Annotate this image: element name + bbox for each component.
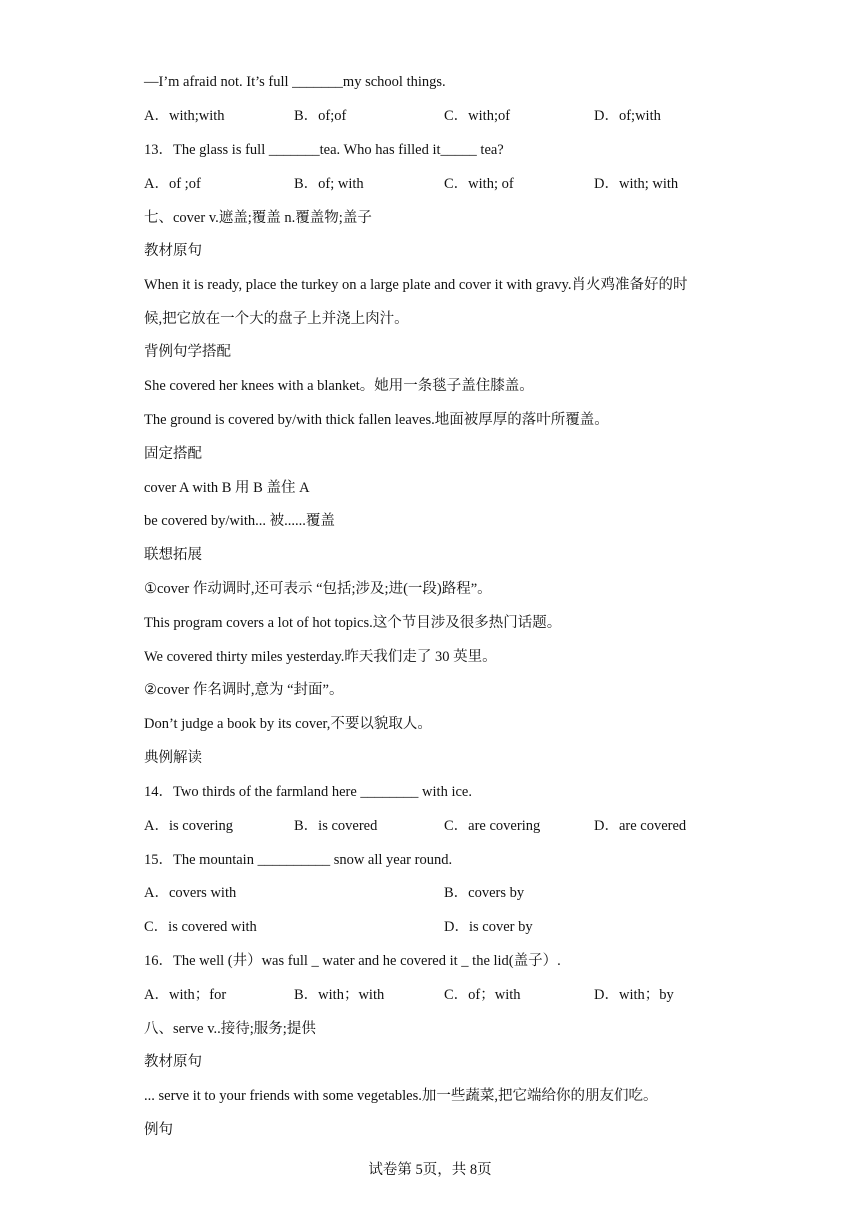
q13-option-a: A．of ;of	[144, 176, 201, 192]
q12-option-d: D．of;with	[594, 108, 661, 124]
subheading-textbook-sentence: 教材原句	[144, 1054, 202, 1070]
extension-note: ①cover 作动调时,还可表示 “包括;涉及;进(一段)路程”。	[144, 581, 492, 597]
example-sentence: Don’t judge a book by its cover,不要以貌取人。	[144, 716, 432, 732]
q16-option-a: A．with；for	[144, 987, 227, 1003]
q15-option-a: A．covers with	[144, 885, 237, 901]
page-footer: 试卷第 5页，共 8页	[368, 1162, 492, 1178]
q12-option-a: A．with;with	[144, 108, 225, 124]
subheading-textbook-sentence: 教材原句	[144, 243, 202, 259]
q16-option-c: C．of；with	[444, 987, 521, 1003]
textbook-sentence-line-2: 候,把它放在一个大的盘子上并浇上肉汁。	[144, 311, 409, 327]
q16-option-b: B．with；with	[294, 987, 385, 1003]
example-sentence: We covered thirty miles yesterday.昨天我们走了 30 英里。	[144, 649, 497, 665]
section-heading-serve: 八、serve v..接待;服务;提供	[144, 1021, 316, 1037]
textbook-sentence-line-1: When it is ready, place the turkey on a large plate and cover it with gravy.肖火鸡准备好的时	[144, 277, 688, 293]
example-sentence: The ground is covered by/with thick fallen leaves.地面被厚厚的落叶所覆盖。	[144, 412, 609, 428]
dialogue-line: —I’m afraid not. It’s full _______my school things.	[144, 74, 446, 90]
q16-option-d: D．with；by	[594, 987, 674, 1003]
example-sentence: This program covers a lot of hot topics.这个节目涉及很多热门话题。	[144, 615, 562, 631]
q15-option-b: B．covers by	[444, 885, 525, 901]
q14-option-a: A．is covering	[144, 818, 233, 834]
q14-option-c: C．are covering	[444, 818, 541, 834]
question-13-stem: 13．The glass is full _______tea. Who has filled it_____ tea?	[144, 142, 504, 158]
q15-option-c: C．is covered with	[144, 919, 257, 935]
q12-option-c: C．with;of	[444, 108, 511, 124]
subheading-example-collocations: 背例句学搭配	[144, 344, 231, 360]
question-14-stem: 14．Two thirds of the farmland here ________ with ice.	[144, 784, 472, 800]
subheading-fixed-collocations: 固定搭配	[144, 446, 202, 462]
q14-option-d: D．are covered	[594, 818, 687, 834]
subheading-typical-examples: 典例解读	[144, 750, 202, 766]
subheading-example: 例句	[144, 1122, 173, 1138]
q15-option-d: D．is cover by	[444, 919, 533, 935]
q13-option-d: D．with; with	[594, 176, 679, 192]
question-15-stem: 15．The mountain __________ snow all year round.	[144, 852, 453, 868]
subheading-extension: 联想拓展	[144, 547, 202, 563]
q13-option-c: C．with; of	[444, 176, 514, 192]
section-heading-cover: 七、cover v.遮盖;覆盖 n.覆盖物;盖子	[144, 210, 372, 226]
question-16-stem: 16．The well (井）was full _ water and he covered it _ the lid(盖子）.	[144, 953, 561, 969]
collocation-item: cover A with B 用 B 盖住 A	[144, 480, 310, 496]
textbook-sentence: ... serve it to your friends with some vegetables.加一些蔬菜,把它端给你的朋友们吃。	[144, 1088, 658, 1104]
extension-note: ②cover 作名调时,意为 “封面”。	[144, 682, 344, 698]
example-sentence: She covered her knees with a blanket。她用一条毯子盖住膝盖。	[144, 378, 534, 394]
q12-option-b: B．of;of	[294, 108, 347, 124]
q13-option-b: B．of; with	[294, 176, 364, 192]
q14-option-b: B．is covered	[294, 818, 378, 834]
collocation-item: be covered by/with... 被......覆盖	[144, 513, 335, 529]
